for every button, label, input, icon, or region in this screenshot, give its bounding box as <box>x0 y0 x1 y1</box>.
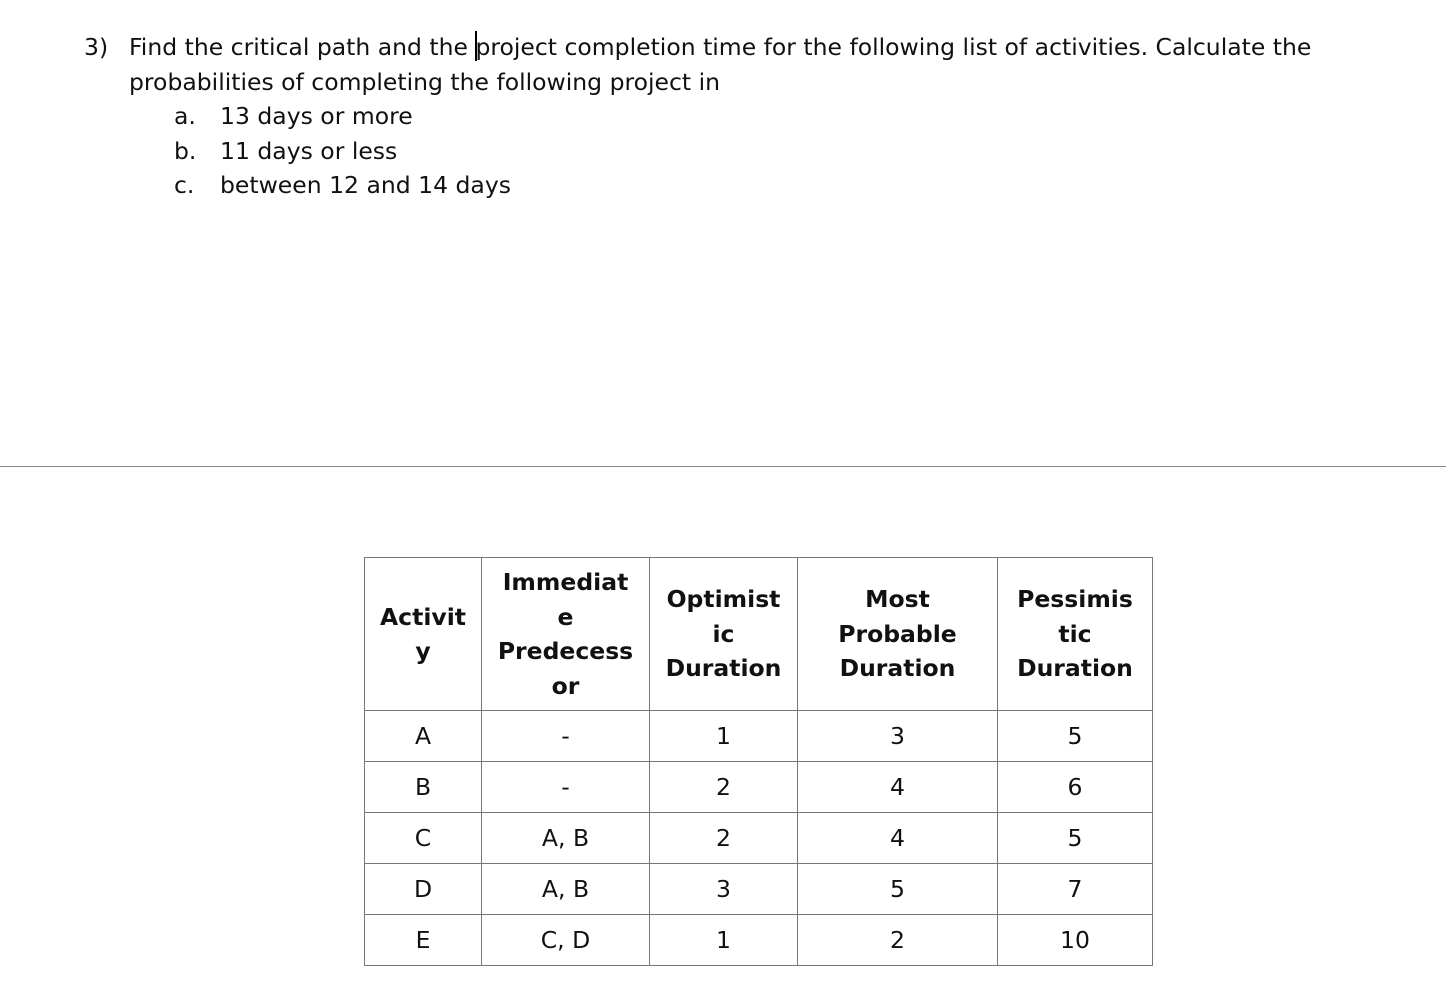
part-marker: b. <box>174 136 197 165</box>
cell-pessimistic: 5 <box>998 813 1153 864</box>
question-part-c <box>174 168 1424 203</box>
question-part-a <box>174 99 1424 134</box>
cell-optimistic: 1 <box>650 711 798 762</box>
question-text-part-2: project completion time for the following list of activities. Calculate the probabilities of completing the following project in <box>129 33 1312 96</box>
cell-activity: C <box>365 813 482 864</box>
cell-pessimistic: 7 <box>998 864 1153 915</box>
cell-predecessor: - <box>482 711 650 762</box>
cell-optimistic: 2 <box>650 762 798 813</box>
question-number: 3) <box>84 33 109 61</box>
cell-activity: B <box>365 762 482 813</box>
cell-optimistic: 2 <box>650 813 798 864</box>
header-optimistic-duration: Optimist ic Duration <box>650 558 798 711</box>
table-row <box>365 813 1153 864</box>
cell-most-probable: 2 <box>798 915 998 966</box>
question-text-part-1: Find the critical path and the <box>129 33 476 61</box>
header-most-probable-duration: Most Probable Duration <box>798 558 998 711</box>
part-text: 11 days or less <box>220 136 398 165</box>
cell-activity: A <box>365 711 482 762</box>
part-marker: c. <box>174 171 195 199</box>
cell-activity: D <box>365 864 482 915</box>
cell-activity: E <box>365 915 482 966</box>
cell-predecessor: - <box>482 762 650 813</box>
table-row <box>365 762 1153 813</box>
part-text: 13 days or more <box>220 102 413 130</box>
cell-predecessor: A, B <box>482 813 650 864</box>
table-header-row <box>365 558 1153 711</box>
cell-most-probable: 4 <box>798 762 998 813</box>
table-row <box>365 711 1153 762</box>
header-immediate-predecessor: Immediat e Predecess or <box>482 558 650 711</box>
header-pessimistic-duration: Pessimis tic Duration <box>998 558 1153 711</box>
table-row <box>365 864 1153 915</box>
cell-most-probable: 5 <box>798 864 998 915</box>
cell-pessimistic: 10 <box>998 915 1153 966</box>
question-part-b <box>174 134 1424 169</box>
question-parts-list <box>174 99 1424 203</box>
question-block <box>84 30 1424 203</box>
header-activity: Activit y <box>365 558 482 711</box>
page-divider <box>0 466 1446 467</box>
part-marker: a. <box>174 102 196 130</box>
cell-most-probable: 3 <box>798 711 998 762</box>
table-row <box>365 915 1153 966</box>
cell-predecessor: A, B <box>482 864 650 915</box>
part-text: between 12 and 14 days <box>220 171 511 199</box>
cell-pessimistic: 5 <box>998 711 1153 762</box>
question-text <box>129 30 1424 99</box>
cell-most-probable: 4 <box>798 813 998 864</box>
cell-predecessor: C, D <box>482 915 650 966</box>
cell-optimistic: 3 <box>650 864 798 915</box>
cell-pessimistic: 6 <box>998 762 1153 813</box>
activities-table <box>364 557 1153 966</box>
cell-optimistic: 1 <box>650 915 798 966</box>
